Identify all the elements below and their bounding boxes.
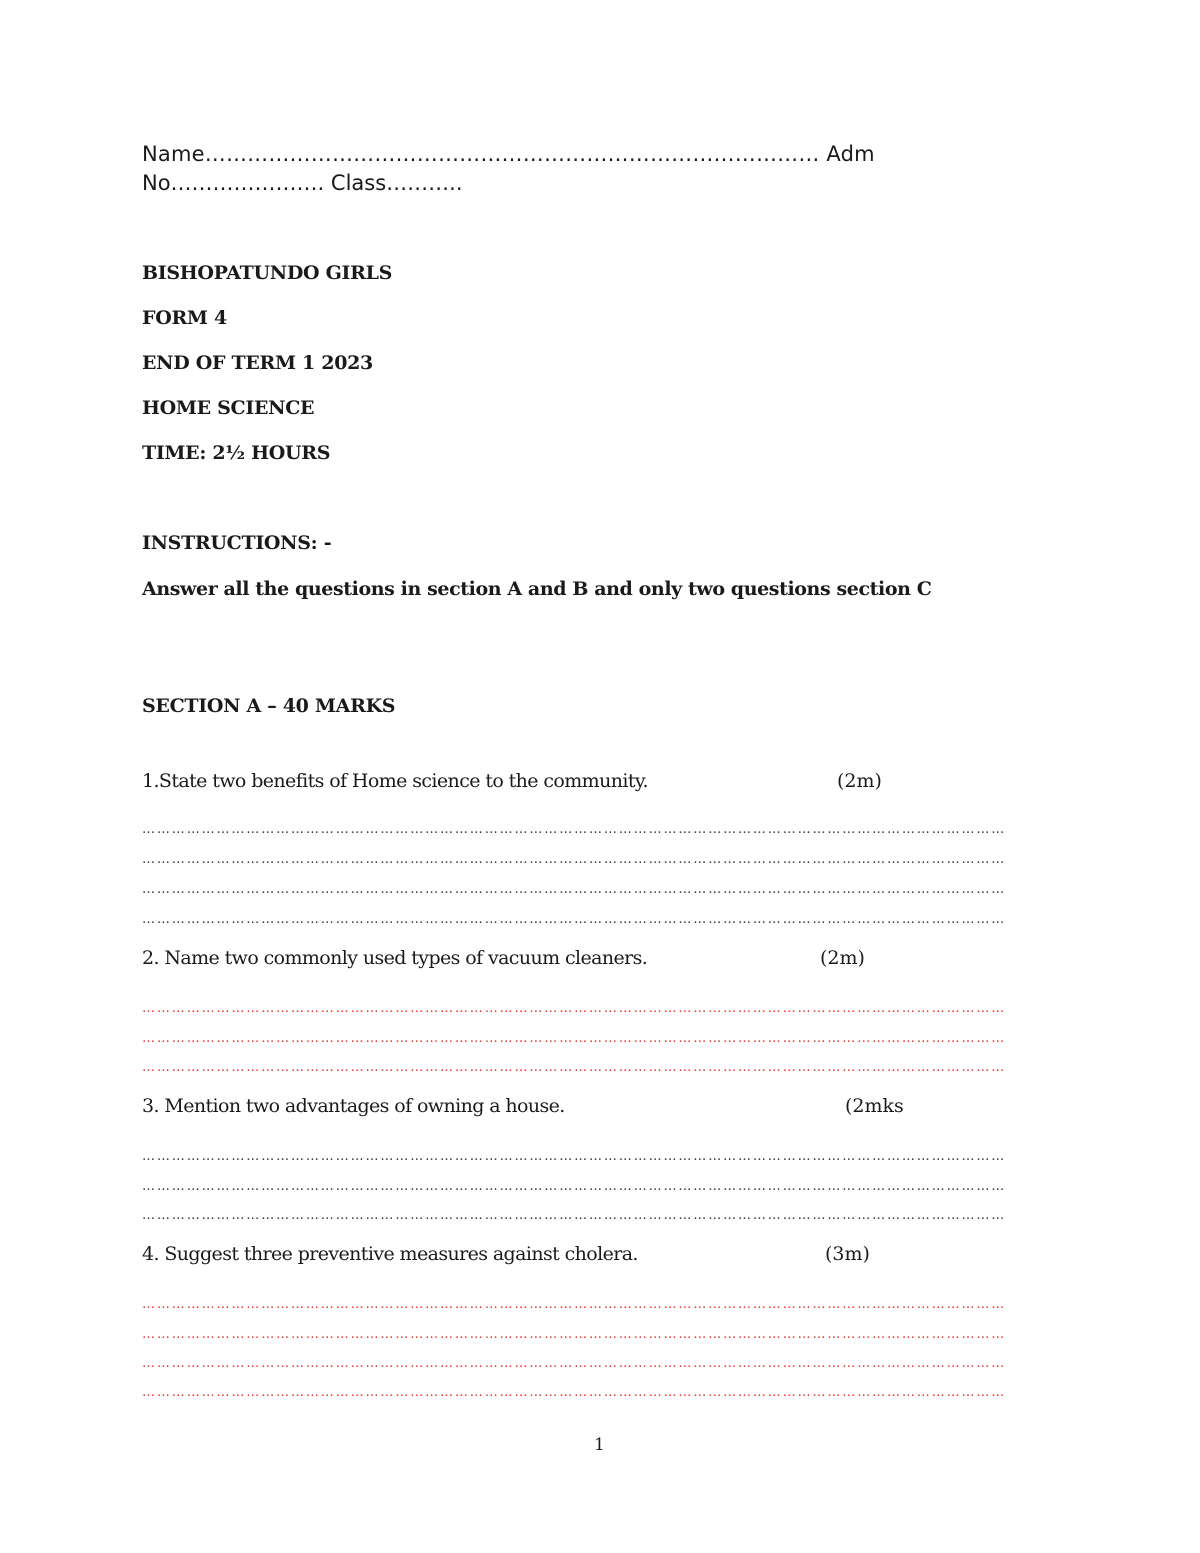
answer-line[interactable]: ………………………………………………………………………………………………………………………………………………………… xyxy=(142,883,1007,897)
school-name: BISHOPATUNDO GIRLS xyxy=(142,262,393,284)
answer-line[interactable]: ………………………………………………………………………………………………………………………………………………………… xyxy=(142,853,1007,867)
question-1-text: 1.State two benefits of Home science to the community. xyxy=(142,770,648,792)
exam-term: END OF TERM 1 2023 xyxy=(142,352,373,374)
instructions-text: Answer all the questions in section A and B and only two questions section C xyxy=(142,578,932,600)
answer-line[interactable]: ………………………………………………………………………………………………………………………………………………………… xyxy=(142,823,1007,837)
question-3-marks: (2mks xyxy=(845,1095,904,1117)
answer-line[interactable]: ………………………………………………………………………………………………………………………………………………………… xyxy=(142,913,1007,927)
section-title: SECTION A – 40 MARKS xyxy=(142,695,396,717)
answer-line[interactable]: ………………………………………………………………………………………………………………………………………………………… xyxy=(142,1150,1007,1164)
answer-line[interactable]: ………………………………………………………………………………………………………………………………………………………… xyxy=(142,1209,1007,1223)
answer-line[interactable]: ………………………………………………………………………………………………………………………………………………………… xyxy=(142,1386,1007,1400)
question-4-text: 4. Suggest three preventive measures against cholera. xyxy=(142,1243,638,1265)
answer-line[interactable]: ………………………………………………………………………………………………………………………………………………………… xyxy=(142,1328,1007,1342)
question-3-text: 3. Mention two advantages of owning a house. xyxy=(142,1095,565,1117)
page-number: 1 xyxy=(594,1435,605,1455)
question-1-marks: (2m) xyxy=(837,770,882,792)
answer-line[interactable]: ………………………………………………………………………………………………………………………………………………………… xyxy=(142,1298,1007,1312)
question-2-marks: (2m) xyxy=(820,947,865,969)
answer-line[interactable]: ………………………………………………………………………………………………………………………………………………………… xyxy=(142,1357,1007,1371)
answer-line[interactable]: ………………………………………………………………………………………………………………………………………………………… xyxy=(142,1002,1007,1016)
question-2-text: 2. Name two commonly used types of vacuum cleaners. xyxy=(142,947,648,969)
answer-line[interactable]: ………………………………………………………………………………………………………………………………………………………… xyxy=(142,1032,1007,1046)
instructions-label: INSTRUCTIONS: - xyxy=(142,532,332,554)
adm-class-field-line: No…………………. Class……….. xyxy=(142,171,463,195)
subject-title: HOME SCIENCE xyxy=(142,397,315,419)
question-4-marks: (3m) xyxy=(825,1243,870,1265)
form-level: FORM 4 xyxy=(142,307,227,329)
answer-line[interactable]: ………………………………………………………………………………………………………………………………………………………… xyxy=(142,1061,1007,1075)
exam-duration: TIME: 2½ HOURS xyxy=(142,442,331,464)
name-field-line: Name…………………………………………………………………………… Adm xyxy=(142,142,875,166)
answer-line[interactable]: ………………………………………………………………………………………………………………………………………………………… xyxy=(142,1180,1007,1194)
